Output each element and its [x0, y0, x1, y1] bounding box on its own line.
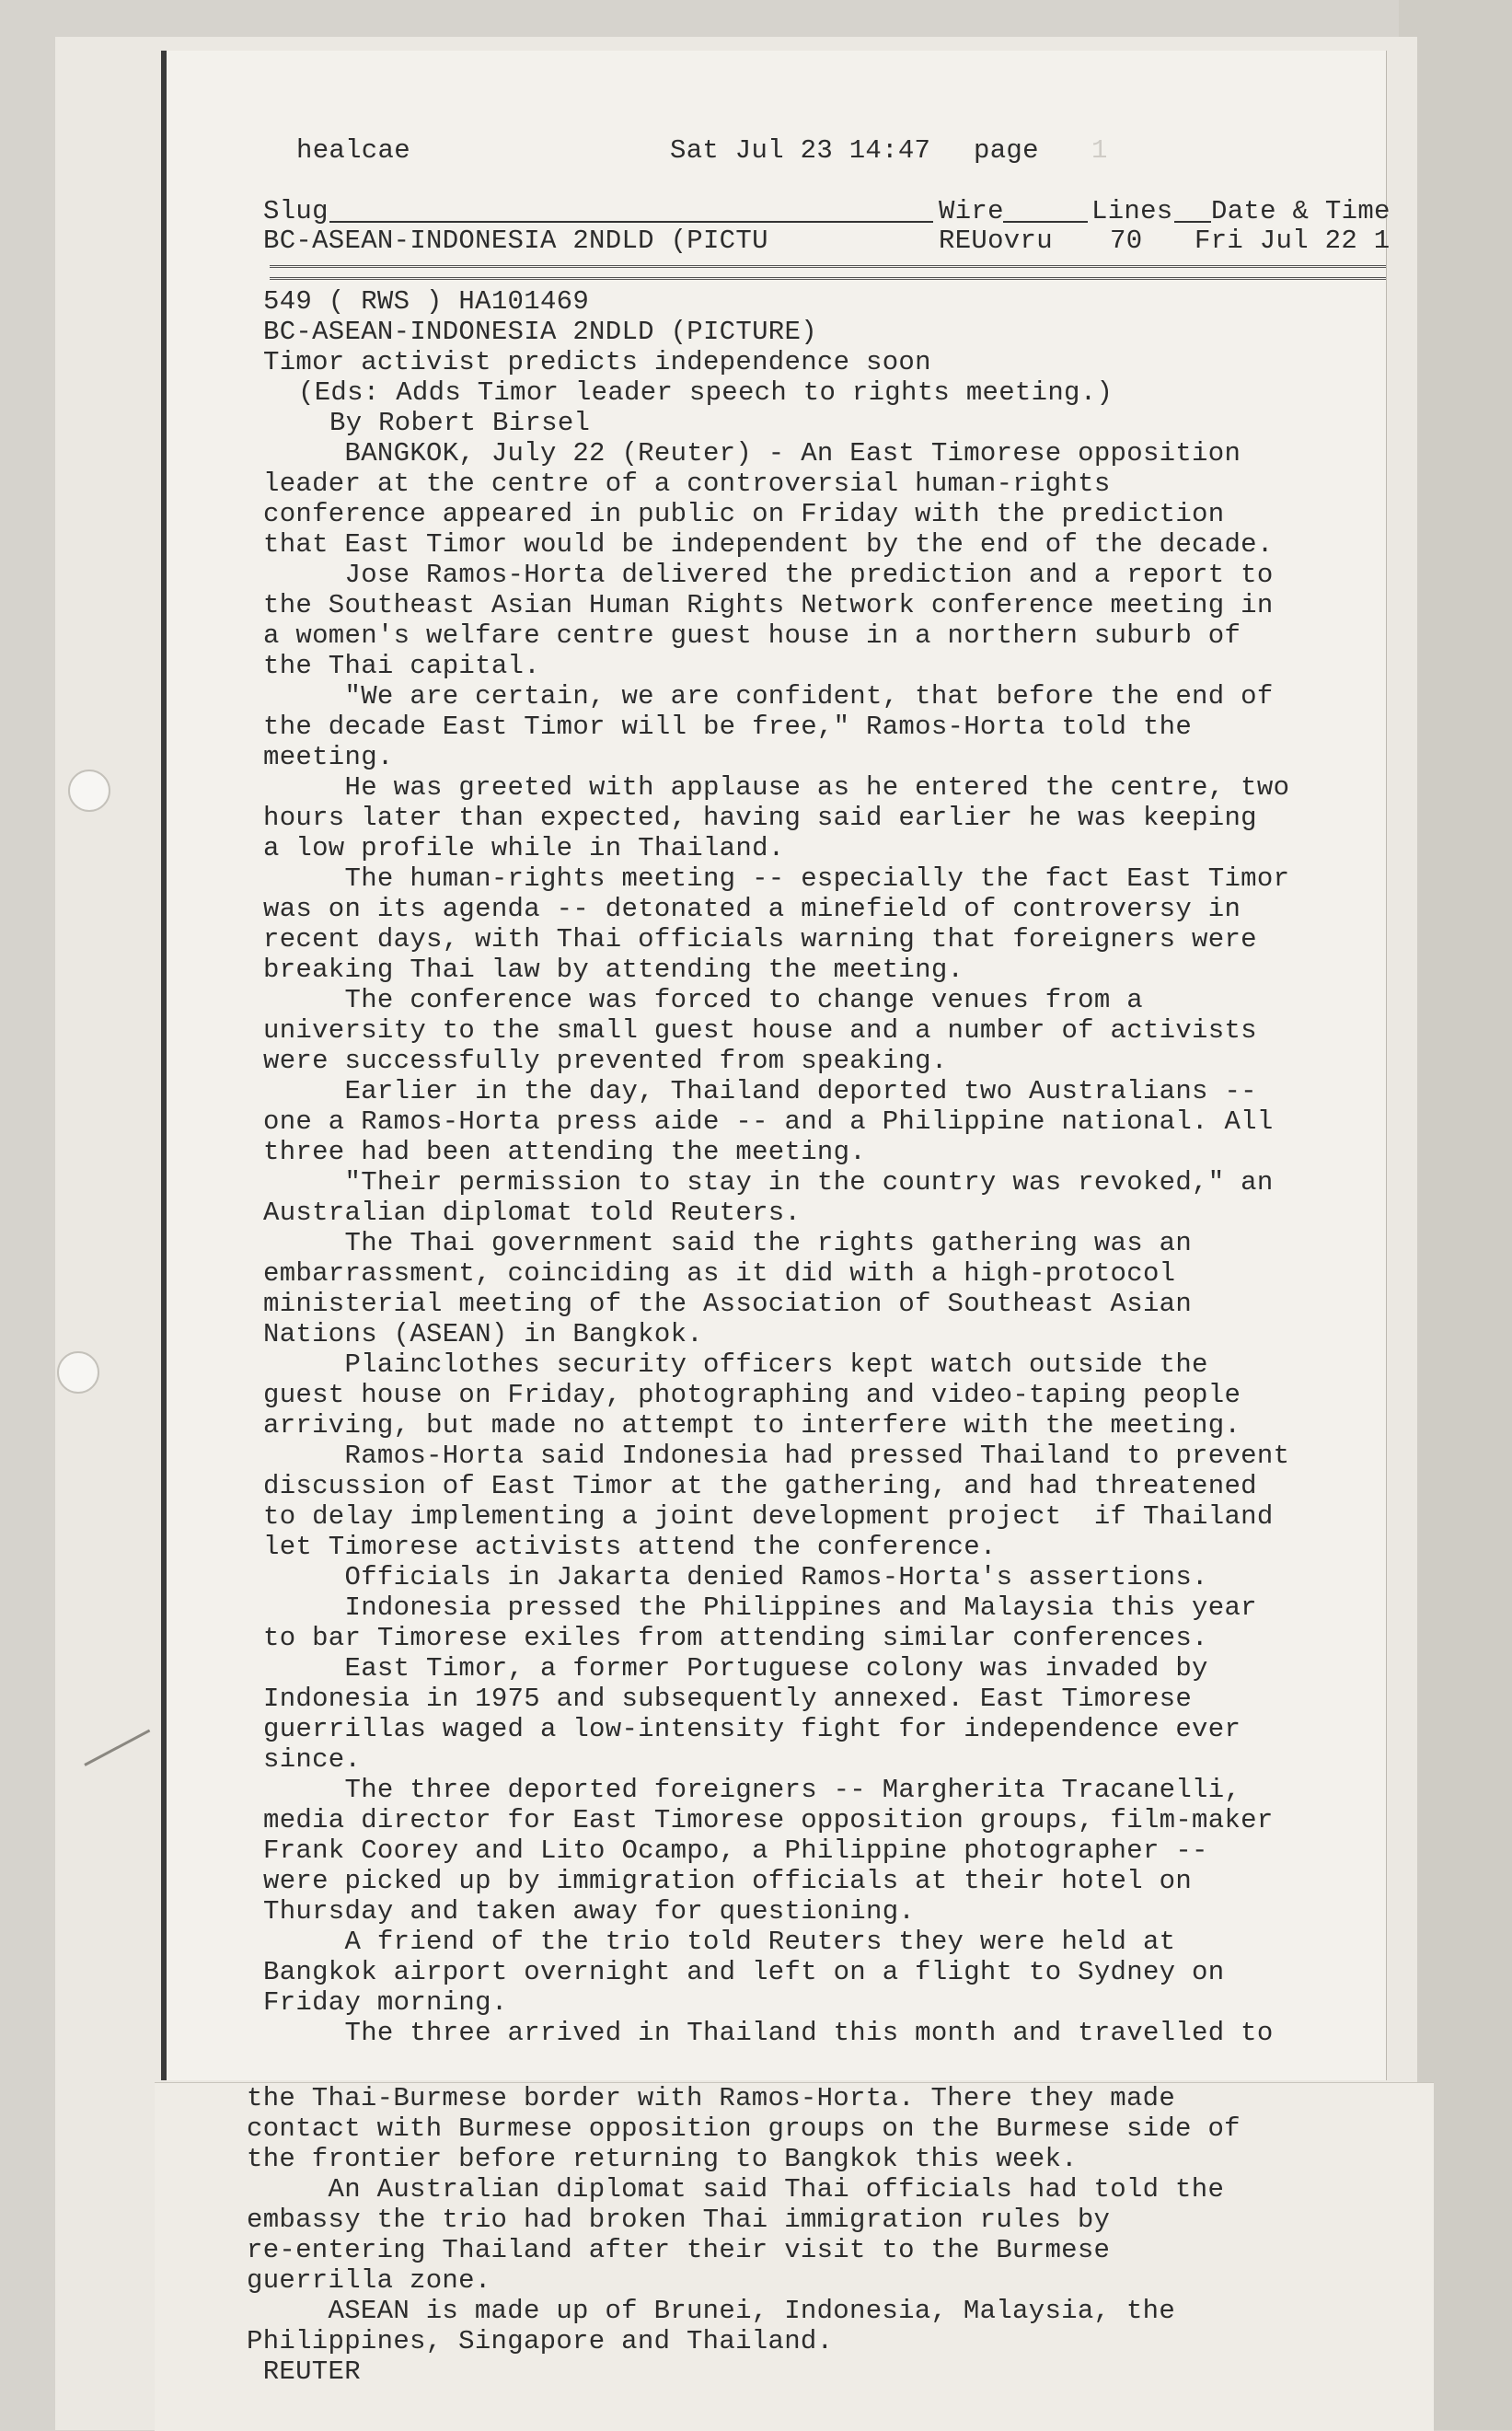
body-line: Thursday and taken away for questioning. — [263, 1896, 916, 1927]
body-line: Indonesia pressed the Philippines and Malaysia this year — [263, 1592, 1257, 1623]
body-line: arriving, but made no attempt to interfere with the meeting. — [263, 1410, 1241, 1441]
body-line: university to the small guest house and a number of activists — [263, 1015, 1257, 1046]
body-line: The conference was forced to change venues from a — [263, 985, 1143, 1015]
byline: By Robert Birsel — [329, 408, 591, 438]
body-line: to delay implementing a joint development project if Thailand — [263, 1501, 1274, 1532]
continuation-line: REUTER — [247, 2356, 361, 2387]
body-line: Indonesia in 1975 and subsequently annexed. East Timorese — [263, 1684, 1193, 1714]
continuation-line: Philippines, Singapore and Thailand. — [247, 2326, 834, 2356]
punch-hole-lower — [57, 1351, 99, 1394]
date-value: Fri Jul 22 1 — [1195, 226, 1391, 256]
headline: Timor activist predicts independence soon — [263, 347, 931, 377]
body-line: let Timorese activists attend the conference. — [263, 1532, 997, 1562]
body-line: a women's welfare centre guest house in a northern suburb of — [263, 620, 1241, 651]
body-line: Jose Ramos-Horta delivered the prediction and a report to — [263, 560, 1274, 590]
body-line: hours later than expected, having said earlier he was keeping — [263, 803, 1257, 833]
lines-underline — [1174, 221, 1211, 223]
continuation-line: contact with Burmese opposition groups on the Burmese side of — [247, 2113, 1241, 2144]
eds-note: (Eds: Adds Timor leader speech to rights meeting.) — [298, 377, 1114, 408]
header-page-number: 1 — [1091, 135, 1108, 166]
body-line: A friend of the trio told Reuters they were held at — [263, 1927, 1176, 1957]
date-label: Date & Time — [1211, 196, 1391, 226]
body-line: Ramos-Horta said Indonesia had pressed Thailand to prevent — [263, 1441, 1290, 1471]
body-line: breaking Thai law by attending the meeting. — [263, 955, 964, 985]
body-line: a low profile while in Thailand. — [263, 833, 785, 863]
body-line: conference appeared in public on Friday with the prediction — [263, 499, 1225, 529]
body-line: to bar Timorese exiles from attending similar conferences. — [263, 1623, 1208, 1653]
body-line: three had been attending the meeting. — [263, 1137, 867, 1167]
continuation-line: embassy the trio had broken Thai immigration rules by — [247, 2205, 1111, 2235]
body-line: that East Timor would be independent by the end of the decade. — [263, 529, 1274, 560]
body-line: East Timor, a former Portuguese colony was invaded by — [263, 1653, 1208, 1684]
body-line: guest house on Friday, photographing and video-taping people — [263, 1380, 1241, 1410]
body-line: The three deported foreigners -- Margherita Tracanelli, — [263, 1775, 1241, 1805]
body-line: Plainclothes security officers kept watch outside the — [263, 1349, 1208, 1380]
header-user: healcae — [296, 135, 410, 166]
wire-underline — [1003, 221, 1088, 223]
body-line: Officials in Jakarta denied Ramos-Horta's assertions. — [263, 1562, 1208, 1592]
body-line: embarrassment, coinciding as it did with a high-protocol — [263, 1258, 1176, 1289]
body-line: one a Ramos-Horta press aide -- and a Philippine national. All — [263, 1106, 1274, 1137]
lines-value: 70 — [1110, 226, 1143, 256]
continuation-line: An Australian diplomat said Thai officials had told the — [247, 2174, 1225, 2205]
continuation-line: guerrilla zone. — [247, 2265, 491, 2296]
header-page-label: page — [974, 135, 1039, 166]
punch-hole-upper — [68, 770, 110, 812]
body-line: Bangkok airport overnight and left on a flight to Sydney on — [263, 1957, 1225, 1987]
body-line: media director for East Timorese opposition groups, film-maker — [263, 1805, 1274, 1835]
header-datetime: Sat Jul 23 14:47 — [670, 135, 931, 166]
body-line: Frank Coorey and Lito Ocampo, a Philippine photographer -- — [263, 1835, 1208, 1866]
body-line: Nations (ASEAN) in Bangkok. — [263, 1319, 703, 1349]
body-line: the Thai capital. — [263, 651, 540, 681]
lines-label: Lines — [1091, 196, 1173, 226]
body-line: BANGKOK, July 22 (Reuter) - An East Timorese opposition — [263, 438, 1241, 469]
story-slug: BC-ASEAN-INDONESIA 2NDLD (PICTURE) — [263, 317, 817, 347]
body-line: Australian diplomat told Reuters. — [263, 1198, 802, 1228]
body-line: "We are certain, we are confident, that before the end of — [263, 681, 1274, 712]
wire-value: REUovru — [939, 226, 1053, 256]
slug-label: Slug — [263, 196, 329, 226]
header-rule — [270, 265, 1386, 280]
body-line: ministerial meeting of the Association of Southeast Asian — [263, 1289, 1193, 1319]
continuation-line: the frontier before returning to Bangkok this week. — [247, 2144, 1078, 2174]
continuation-line: the Thai-Burmese border with Ramos-Horta. There they made — [247, 2083, 1176, 2113]
body-line: discussion of East Timor at the gathering, and had threatened — [263, 1471, 1257, 1501]
body-line: The three arrived in Thailand this month and travelled to — [263, 2018, 1274, 2048]
story-id: 549 ( RWS ) HA101469 — [263, 286, 590, 317]
body-line: guerrillas waged a low-intensity fight for independence ever — [263, 1714, 1241, 1744]
body-line: was on its agenda -- detonated a minefield of controversy in — [263, 894, 1241, 924]
slug-value: BC-ASEAN-INDONESIA 2NDLD (PICTU — [263, 226, 768, 256]
body-line: the decade East Timor will be free," Ramos-Horta told the — [263, 712, 1193, 742]
body-line: recent days, with Thai officials warning that foreigners were — [263, 924, 1257, 955]
continuation-line: re-entering Thailand after their visit to the Burmese — [247, 2235, 1111, 2265]
body-line: meeting. — [263, 742, 394, 772]
slug-underline — [329, 221, 933, 223]
body-line: since. — [263, 1744, 362, 1775]
body-line: Friday morning. — [263, 1987, 508, 2018]
body-line: The human-rights meeting -- especially the fact East Timor — [263, 863, 1290, 894]
body-line: The Thai government said the rights gathering was an — [263, 1228, 1193, 1258]
body-line: He was greeted with applause as he entered the centre, two — [263, 772, 1290, 803]
body-line: "Their permission to stay in the country was revoked," an — [263, 1167, 1274, 1198]
continuation-line: ASEAN is made up of Brunei, Indonesia, Malaysia, the — [247, 2296, 1176, 2326]
body-line: the Southeast Asian Human Rights Network conference meeting in — [263, 590, 1274, 620]
body-line: were successfully prevented from speaking. — [263, 1046, 948, 1076]
body-line: were picked up by immigration officials at their hotel on — [263, 1866, 1193, 1896]
body-line: leader at the centre of a controversial human-rights — [263, 469, 1111, 499]
wire-label: Wire — [939, 196, 1004, 226]
body-line: Earlier in the day, Thailand deported two Australians -- — [263, 1076, 1257, 1106]
